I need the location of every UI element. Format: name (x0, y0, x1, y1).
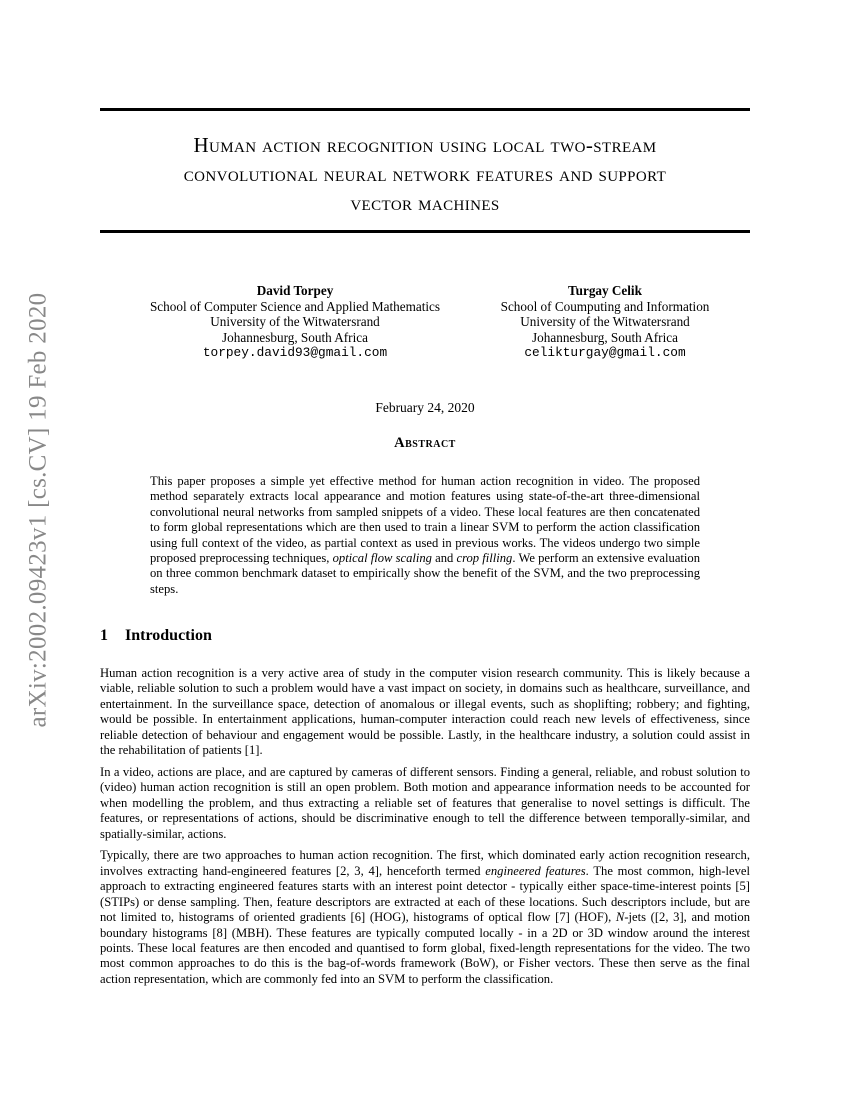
publication-date: February 24, 2020 (375, 400, 475, 415)
section-number: 1 (100, 627, 108, 644)
paragraph-text: . The most common, high-level approach to extracting engineered features starts with an interest point detector - typically either space-time-interest points [5] (STIPs) or dense sampling. Then, feature descriptors are extracted at each of these locations. Such descriptors include, but are not limited to, histograms of oriented gradients [6] (HOG), histograms of optical flow [7] (HOF), (100, 863, 750, 925)
paper-title (100, 131, 750, 218)
math-symbol: N (615, 910, 625, 925)
abstract-emphasis: crop filling (456, 551, 513, 566)
body-paragraph: In a video, actions are place, and are captured by cameras of different sensors. Finding a general, reliable, and robust solution to (video) human action recognition is still an open problem. Both motion and appearance information needs to be accounted for when modelling the problem, and thus extracting a reliable set of features that generalise to novel settings is difficult. The features, or representations of actions, should be discriminative enough to tell the difference between temporally-similar, and spatially-similar, actions. (100, 764, 750, 841)
author-affiliation: School of Coumputing and Information (500, 298, 710, 314)
author-location: Johannesburg, South Africa (532, 329, 678, 345)
abstract-heading: Abstract (394, 435, 456, 451)
author-university: University of the Witwatersrand (210, 314, 380, 329)
section-heading-introduction (100, 627, 750, 645)
arxiv-identifier-stamp (14, 270, 62, 750)
author-university: University of the Witwatersrand (520, 314, 690, 329)
body-paragraph (100, 848, 750, 987)
title-line: convolutional neural network features and support (183, 162, 667, 186)
author-name: David Torpey (256, 283, 334, 298)
abstract-text: and (431, 551, 457, 566)
introduction-body (100, 666, 750, 994)
abstract-body (150, 474, 700, 597)
author-email[interactable]: torpey.david93@gmail.com (202, 345, 388, 360)
abstract-text: This paper proposes a simple yet effective method for human action recognition in video. The proposed method separately extracts local appearance and motion features using state-of-the-art three-dimensional convolutional neural networks from sampled snippets of a video. These local features are then concatenated to form global representations which are then used to train a linear SVM to perform the action classification using full context of the video, as partial context as used in previous works. The videos undergo two simple proposed preprocessing techniques, (150, 474, 700, 566)
body-paragraph: Human action recognition is a very active area of study in the computer vision research community. This is likely because a viable, reliable solution to such a problem would have a vast impact on society, in domains such as healthcare, surveillance, and entertainment. In the surveillance space, detection of anomalous or illegal events, such as shoplifting; robbery; and fighting, would be possible. In entertainment applications, human-computer interaction could reach new levels of effectiveness, since reliable detection of behaviour and engagement would be possible. Lastly, in the healthcare industry, a solution could assist in the rehabilitation of patients [1]. (100, 666, 750, 758)
abstract-emphasis: optical flow scaling (332, 551, 432, 566)
author-block-second (480, 283, 730, 361)
arxiv-identifier-text: arXiv:2002.09423v1 [cs.CV] 19 Feb 2020 (24, 292, 52, 728)
author-block-first (130, 283, 460, 361)
section-title: Introduction (125, 627, 212, 644)
abstract-text: . We perform an extensive evaluation on three common benchmark dataset to empirically show the benefit of the SVM, and the two preprocessing steps. (150, 551, 701, 596)
paragraph-text: -jets ([2, 3], and motion boundary histograms [8] (MBH). These features are typically computed locally - in a 2D or 3D window around the interest points. These local features are then encoded and quantised to form global, fixed-length representations for the video. The two most common approaches to do this is the bag-of-words framework (BoW), or Fisher vectors. These then serve as the final action representation, which are commonly fed into an SVM to perform the classification. (100, 910, 750, 986)
author-affiliation: School of Computer Science and Applied Mathematics (149, 298, 441, 314)
author-name: Turgay Celik (568, 283, 642, 298)
paragraph-text: Typically, there are two approaches to human action recognition. The first, which dominated early action recognition research, involves extracting hand-engineered features [2, 3, 4], henceforth termed (100, 848, 750, 878)
title-line: vector machines (350, 191, 500, 215)
author-email[interactable]: celikturgay@gmail.com (524, 345, 686, 360)
title-bottom-rule (100, 230, 750, 233)
paragraph-emphasis: engineered features (485, 863, 586, 878)
title-top-rule (100, 108, 750, 111)
title-line: Human action recognition using local two-stream (193, 133, 657, 157)
author-location: Johannesburg, South Africa (222, 329, 368, 345)
